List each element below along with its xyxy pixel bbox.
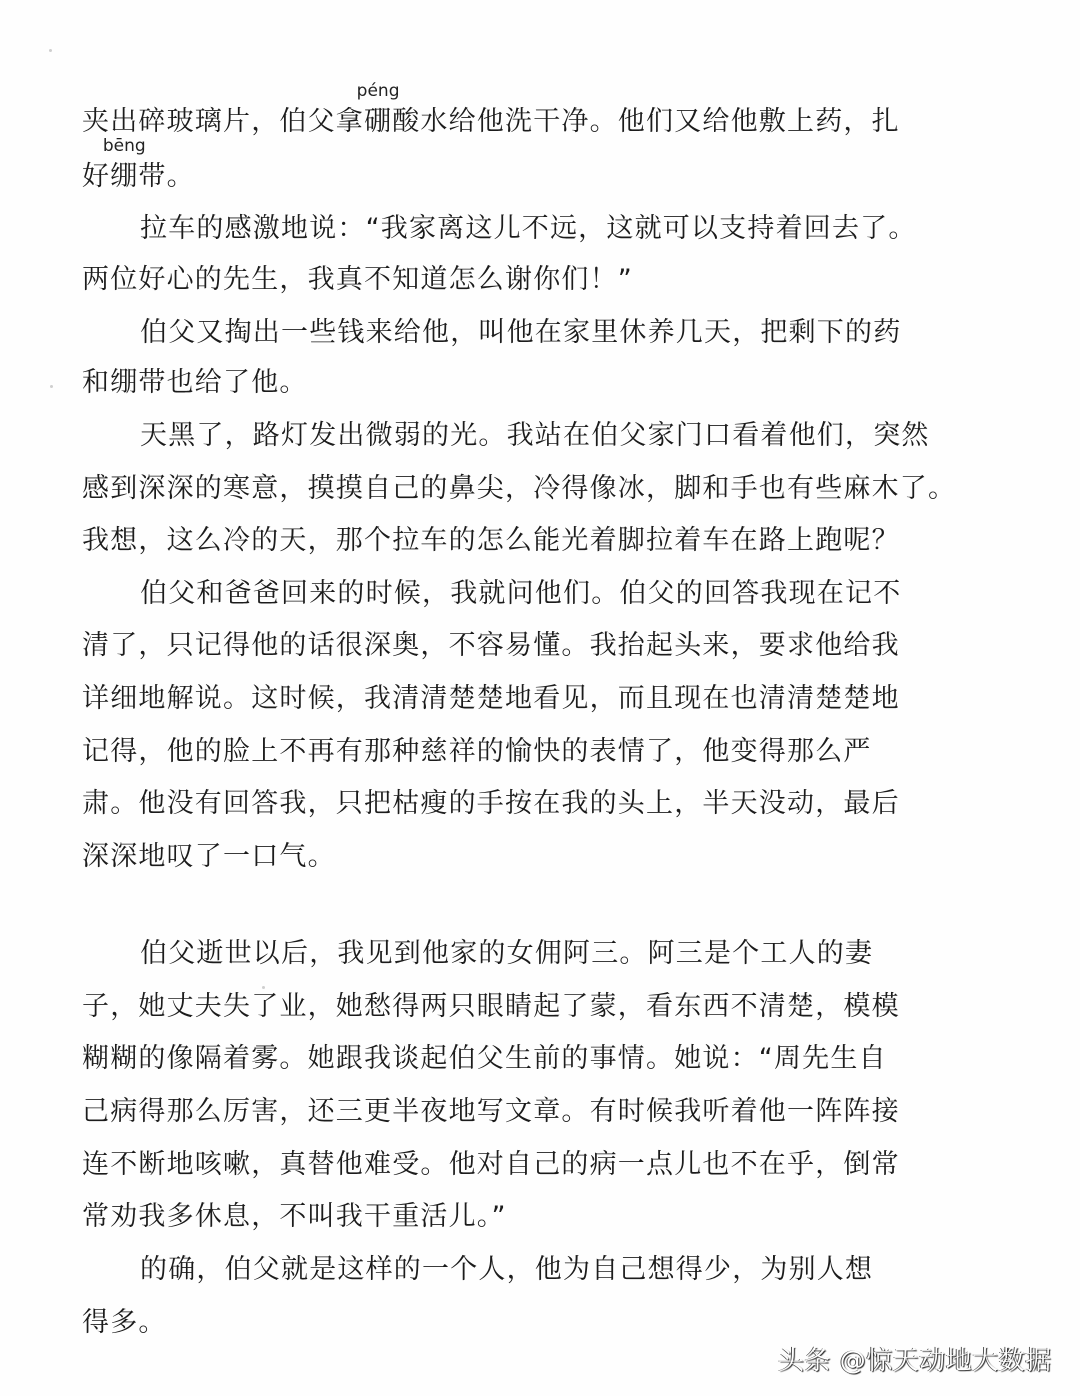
- text-line: 天黑了，路灯发出微弱的光。我站在伯父家门口看着他们，突然: [140, 420, 930, 451]
- text-line: 己病得那么厉害，还三更半夜地写文章。有时候我听着他一阵阵接: [82, 1096, 900, 1127]
- text-line: 清了，只记得他的话很深奥，不容易懂。我抬起头来，要求他给我: [82, 630, 900, 661]
- ruby-base-char: 绷: [110, 161, 139, 192]
- text-line: 得多。: [82, 1307, 167, 1338]
- text-line: 详细地解说。这时候，我清清楚楚地看见，而且现在也清清楚楚地: [82, 683, 900, 714]
- scan-speck: [50, 385, 53, 388]
- scan-speck: [49, 49, 52, 52]
- text-line: 肃。他没有回答我，只把枯瘦的手按在我的头上，半天没动，最后: [82, 788, 900, 819]
- text-line: 子，她丈夫失了业，她愁得两只眼睛起了蒙，看东西不清楚，模模: [82, 991, 900, 1022]
- text-segment: 夹出碎玻璃片，伯父拿: [82, 106, 364, 137]
- text-line: 连不断地咳嗽，真替他难受。他对自己的病一点儿也不在乎，倒常: [82, 1149, 900, 1180]
- text-line: 我想，这么冷的天，那个拉车的怎么能光着脚拉着车在路上跑呢？: [82, 525, 900, 556]
- pinyin-annotation: péng: [356, 81, 400, 101]
- text-segment: 带。: [138, 161, 195, 192]
- text-line: 记得，他的脸上不再有那种慈祥的愉快的表情了，他变得那么严: [82, 736, 872, 767]
- ruby-annotated-char: [356, 81, 400, 140]
- text-line: 深深地叹了一口气。: [82, 841, 336, 872]
- text-segment: 好: [82, 161, 111, 192]
- ruby-base-char: 硼: [364, 106, 393, 137]
- text-line: 常劝我多休息，不叫我干重活儿。”: [82, 1201, 507, 1232]
- text-line: 糊糊的像隔着雾。她跟我谈起伯父生前的事情。她说：“周先生自: [82, 1043, 887, 1074]
- text-line: [82, 136, 952, 195]
- text-line: 伯父逝世以后，我见到他家的女佣阿三。阿三是个工人的妻: [140, 938, 874, 969]
- watermark: 头条 @惊天动地大数据: [778, 1346, 1052, 1376]
- text-line: 和绷带也给了他。: [82, 367, 308, 398]
- text-line: 感到深深的寒意，摸摸自己的鼻尖，冷得像冰，脚和手也有些麻木了。: [82, 473, 957, 504]
- text-line: 两位好心的先生，我真不知道怎么谢你们！”: [82, 264, 633, 295]
- text-line: 伯父和爸爸回来的时候，我就问他们。伯父的回答我现在记不: [140, 578, 902, 609]
- text-segment: 酸水给他洗干净。他们又给他敷上药，扎: [392, 106, 900, 137]
- pinyin-annotation: bēng: [102, 136, 146, 156]
- text-line: 拉车的感激地说：“我家离这儿不远，这就可以支持着回去了。: [140, 213, 917, 244]
- text-line: [82, 81, 952, 140]
- text-line: 伯父又掏出一些钱来给他，叫他在家里休养几天，把剩下的药: [140, 317, 902, 348]
- text-line: 的确，伯父就是这样的一个人，他为自己想得少，为别人想: [140, 1254, 874, 1285]
- ruby-annotated-char: [102, 136, 146, 195]
